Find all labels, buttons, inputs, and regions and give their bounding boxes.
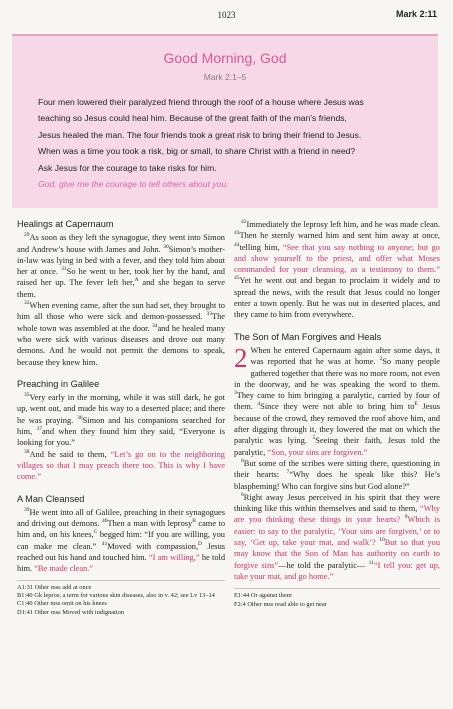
verse-number: 10 xyxy=(379,537,385,544)
verse-number: 7 xyxy=(286,469,290,476)
verse-text: he told him. xyxy=(17,553,226,574)
verse-text: Jesus reached out his hand and touched him. xyxy=(17,541,226,563)
sidebar-body xyxy=(38,94,410,176)
verse-number: 9 xyxy=(404,514,408,521)
section-heading: A Man Cleansed xyxy=(17,493,85,504)
footnote-divider xyxy=(234,588,440,589)
verse-text: and she began to serve them. xyxy=(17,278,225,299)
verse-text: Then a man with leprosy xyxy=(107,519,193,529)
verse-text: “Why does he speak like this? He’s blaspheming! Who can forgive sins but God alone?” xyxy=(234,470,441,491)
verse-text: came to him and, on his knees, xyxy=(17,519,226,540)
verse-number: 38 xyxy=(24,448,30,455)
running-head: Mark 2:11 xyxy=(395,9,437,19)
sidebar-line: teaching so Jesus could heal him. Because of the great faith of the man’s friends, xyxy=(38,113,347,124)
words-of-jesus: “I tell you: get up, take your mat, and go home.” xyxy=(234,560,441,581)
verse-number: 41 xyxy=(101,540,108,547)
paragraph xyxy=(17,300,225,368)
paragraph xyxy=(234,492,440,582)
section-heading: Healings at Capernaum xyxy=(17,219,114,229)
verse-number: 2 xyxy=(379,356,383,363)
verse-text: Simon and his companions searched for him, xyxy=(17,415,225,437)
verse-number: 43 xyxy=(234,230,240,237)
words-of-jesus: Which is easier: to say to the paralytic, ‘Your sins are forgiven,’ or to say, ‘Get up, take your mat, and walk’? xyxy=(234,515,441,548)
verse-number: 4 xyxy=(257,401,261,408)
footnote-marker[interactable]: C xyxy=(93,529,98,536)
verse-number: 33 xyxy=(206,311,212,318)
verse-number: 11 xyxy=(368,559,374,566)
footnote-marker[interactable]: B xyxy=(192,518,196,525)
verse-text: He went into all of Galilee, preaching in their synagogues and driving out demons. xyxy=(17,507,225,529)
verse-text: Then he sternly warned him and sent him away at once, xyxy=(239,231,440,241)
paragraph xyxy=(17,392,225,448)
words-of-jesus: “Why are you thinking these things in your hearts? xyxy=(234,504,440,525)
footnote-marker[interactable]: A xyxy=(134,277,139,284)
verse-number: 36 xyxy=(77,414,83,421)
paragraph xyxy=(17,507,225,575)
page-number: 1023 xyxy=(217,10,236,20)
devotional-sidebar xyxy=(12,34,438,208)
verse-number: 39 xyxy=(24,507,30,514)
verse-number: 29 xyxy=(24,232,30,239)
verse-number: 32 xyxy=(24,300,30,307)
verse-number: 31 xyxy=(61,266,67,273)
footnote: A1:31 Other mss add at once xyxy=(17,583,92,591)
verse-text: Right away Jesus perceived in his spirit that they were thinking like this within themselves and said to them, xyxy=(234,492,440,514)
verse-text: As soon as they left the synagogue, they went into Simon and Andrew’s house with James and John. xyxy=(17,233,225,254)
verse-number: 34 xyxy=(151,322,158,329)
words-of-jesus: “Let’s go on to the neighboring villages so that I may preach there too. This is why I have come.” xyxy=(17,449,225,482)
section-heading: Preaching in Galilee xyxy=(17,378,100,389)
verse-number: 40 xyxy=(102,518,108,525)
footnote-marker[interactable]: E xyxy=(414,401,418,408)
sidebar-line: Jesus healed the man. The four friends took a great risk to bring their friend to Jesus. xyxy=(38,129,362,140)
verse-text: begged him: “If you are willing, you can make me clean.” xyxy=(17,530,225,551)
sidebar-title: Good Morning, God xyxy=(163,50,287,66)
verse-text: and when they found him they said, “Everyone is looking for you.” xyxy=(17,427,225,448)
right-column xyxy=(234,219,440,609)
verse-number: 5 xyxy=(312,435,316,442)
words-of-jesus: “See that you say nothing to anyone; but go and show yourself to the priest, and offer what Moses commanded for your cleansing, as a testimony to them.” xyxy=(234,242,440,275)
verse-text: So he went to her, took her by the hand, and raised her up. The fever left her, xyxy=(17,267,225,288)
sidebar-line: Ask Jesus for the courage to take risks for him. xyxy=(38,162,217,173)
verse-text: Since they were not able to bring him to xyxy=(260,402,415,412)
verse-number: 8 xyxy=(241,492,244,499)
verse-number: 6 xyxy=(241,458,244,465)
footnote: B1:40 Gk lepros; a term for various skin diseases, also in v. 42; see Lv 13–14 xyxy=(17,592,215,600)
footnote: E1:44 Or against them xyxy=(234,592,292,600)
verse-text: The whole town was assembled at the door. xyxy=(17,312,226,333)
footnotes xyxy=(17,584,225,618)
footnote-divider xyxy=(17,580,225,581)
verse-number: 37 xyxy=(36,426,42,433)
verse-text: Seeing their faith, Jesus told the paralytic, xyxy=(234,436,440,457)
verse-number: 3 xyxy=(234,390,237,397)
footnote: D1:41 Other mss Moved with indignation xyxy=(17,608,125,616)
verse-text: —he told the paralytic— xyxy=(278,560,366,570)
verse-text: When evening came, after the sun had set, they brought to him all those who were sick and demon-possessed. xyxy=(17,301,225,322)
verse-number: 30 xyxy=(163,243,169,250)
words-of-jesus: “Son, your sins are forgiven.” xyxy=(267,447,368,457)
sidebar-line: When was a time you took a risk, big or small, to share Christ with a friend in need? xyxy=(38,146,356,157)
verse-text: So many people gathered together that there was no more room, not even in the doorway, and he was speaking the word to them. xyxy=(234,357,440,389)
words-of-jesus: “Be made clean.” xyxy=(34,564,94,574)
paragraph xyxy=(17,449,225,483)
verse-text: telling him, xyxy=(239,242,283,252)
verse-text: But some of the scribes were sitting there, questioning in their hearts: xyxy=(234,458,440,480)
footnotes xyxy=(234,592,440,609)
paragraph xyxy=(234,219,440,321)
footnote: F2:4 Other mss read able to get near xyxy=(234,600,327,608)
verse-text: Simon’s mother-in-law was lying in bed with a fever, and they told him about her at once. xyxy=(17,244,225,277)
verse-number: 35 xyxy=(24,392,30,399)
verse-text: Jesus because of the crowd, they removed the roof above him, and after digging through it, they lowered the mat on which the paralytic was lying. xyxy=(234,402,441,446)
footnote: C1:40 Other mss omit on his knees xyxy=(17,600,107,608)
verse-text: and he healed many who were sick with various diseases and drove out many demons. And he would not permit the demons to speak, because they knew him. xyxy=(17,323,226,367)
verse-text: When he entered Capernaum again after some days, it was reported that he was at home. xyxy=(250,345,440,367)
paragraph xyxy=(17,232,225,300)
verse-number: 44 xyxy=(234,241,240,248)
chapter-number: 2 xyxy=(234,342,248,373)
sidebar-reference: Mark 2:1–5 xyxy=(203,72,247,82)
sidebar-line: Four men lowered their paralyzed friend through the roof of a house where Jesus was xyxy=(38,97,364,107)
verse-text: Very early in the morning, while it was still dark, he got up, went out, and made his way to a deserted place; and there he was praying. xyxy=(17,393,225,425)
section-heading: The Son of Man Forgives and Heals xyxy=(234,331,382,342)
sidebar-prayer: God, give me the courage to tell others about you. xyxy=(38,179,229,189)
verse-number: 42 xyxy=(241,219,247,226)
verse-text: Immediately the leprosy left him, and he was made clean. xyxy=(246,220,440,229)
paragraph xyxy=(234,342,441,458)
words-of-jesus: But so that you may know that the Son of Man has authority on earth to forgive sins” xyxy=(234,538,441,570)
words-of-jesus: “I am willing,” xyxy=(148,553,200,563)
left-column xyxy=(17,219,225,617)
verse-text: Yet he went out and began to proclaim it widely and to spread the news, with the result that Jesus could no longer enter a town openly. But he was out in deserted places, and they came to him from everywhere. xyxy=(234,276,440,320)
paragraph xyxy=(234,458,440,492)
verse-text: Moved with compassion, xyxy=(107,541,199,551)
verse-text: They came to him bringing a paralytic, carried by four of them. xyxy=(234,391,440,412)
verse-number: 45 xyxy=(234,275,240,282)
footnote-marker[interactable]: D xyxy=(198,540,203,547)
verse-text: And he said to them, xyxy=(29,449,111,459)
